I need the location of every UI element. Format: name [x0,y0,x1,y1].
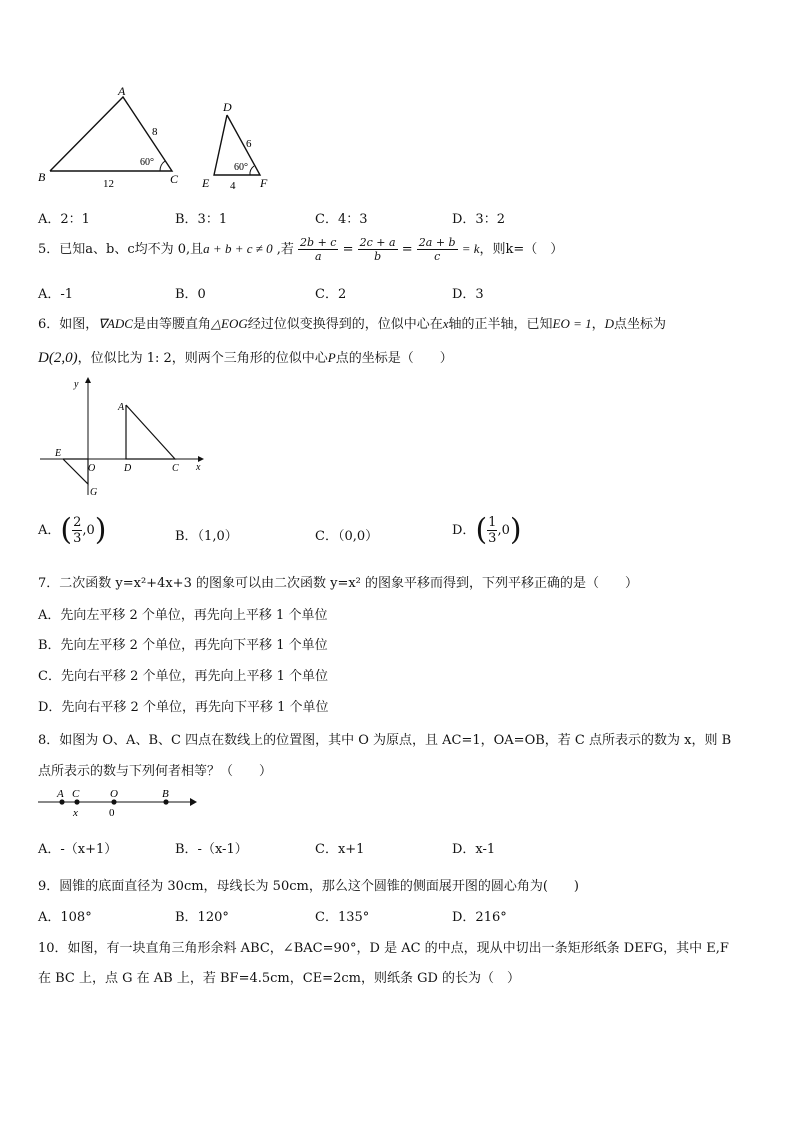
q5-condition: a + b + c ≠ 0 [203,241,273,256]
label-a: A [118,85,126,98]
q6-triangle-eog-shape [63,459,88,484]
q6-label-o: O [88,463,96,474]
q5-fraction-1-num: 2b + c [300,236,337,249]
q8-label-x: x [73,807,78,819]
q5-option-b[interactable]: B．0 [175,287,206,302]
q9-option-b[interactable]: B．120° [175,910,229,925]
q5-option-a[interactable]: A．-1 [38,287,74,302]
q9-option-c[interactable]: C．135° [315,910,370,925]
q4-option-a[interactable]: A．2：1 [38,212,90,227]
q8-point-b [163,799,168,804]
side-bc-length: 12 [103,178,114,190]
q6-triangle-adc: ∇ADC [98,316,133,331]
q6-triangle-adc-shape [126,405,175,459]
q9-stem: 9．圆锥的底面直径为 30cm，母线长为 50cm，那么这个圆锥的侧面展开图的圆心角为( ) [38,879,579,894]
q6-p-var: P [327,350,336,365]
q6-text-d: 轴的正半轴，已知 [448,317,553,332]
q8-point-c [74,799,79,804]
q6-text-h: 点的坐标是（ ） [335,351,453,366]
q6-option-d-num: 1 [488,515,497,530]
q7-option-b[interactable]: B．先向左平移 2 个单位，再先向下平移 1 个单位 [38,638,328,653]
q8-label-a: A [57,788,64,800]
angle-c-arc [160,161,165,171]
q8-stem-line-2: 点所表示的数与下列何者相等？（ ） [38,764,273,779]
q8-option-b[interactable]: B．-（x-1） [175,842,248,857]
q9-option-a[interactable]: A．108° [38,910,92,925]
q6-text-e: ， [591,317,605,332]
q8-stem-line-1: 8．如图为 O、A、B、C 四点在数线上的位置图，其中 O 为原点，且 AC=1，OA=OB，若 C 点所表示的数为 x，则 B [38,733,732,748]
q8-option-d[interactable]: D．x-1 [452,842,496,857]
q6-stem-line-1 [38,313,666,332]
q5-fraction-3-num: 2a + b [418,236,456,249]
q6-label-c: C [172,463,179,474]
q10-stem-line-2: 在 BC 上，点 G 在 AB 上，若 BF=4.5cm，CE=2cm，则纸条 GD 的长为（ ） [38,971,521,986]
q6-option-c[interactable]: C．（0,0） [315,529,379,544]
q6-option-a-fraction [72,515,82,546]
q6-y-arrow [85,377,91,383]
q5-fraction-2 [358,236,398,263]
q5-fraction-1 [298,236,338,263]
q6-coordinate-figure [38,373,218,501]
q6-text-b: 是由等腰直角 [132,317,211,332]
q5-fraction-3-den: c [434,250,441,263]
side-ac-length: 8 [152,126,158,138]
q7-option-c[interactable]: C．先向右平移 2 个单位，再先向上平移 1 个单位 [38,669,329,684]
q5-fraction-3 [417,236,458,263]
q8-label-o: O [110,788,118,800]
angle-c-value: 60° [140,157,154,168]
q6-option-d-tail: ,0 [497,523,510,538]
q6-label-d: D [124,463,132,474]
triangles-figure [30,85,290,195]
q4-option-b[interactable]: B．3：1 [175,212,228,227]
q5-option-c[interactable]: C．2 [315,287,347,302]
q5-fraction-2-num: 2c + a [359,236,396,249]
q5-prefix: 5．已知a、b、c均不为 0,且 [38,242,204,257]
q8-option-a[interactable]: A．-（x+1） [38,842,118,857]
q6-d-coords: D(2,0) [38,350,78,366]
q5-eq-k: = k [461,241,480,256]
q7-stem: 7．二次函数 y=x²+4x+3 的图象可以由二次函数 y=x² 的图象平移而得到，下列平移正确的是（ ） [38,576,639,591]
q9-option-d[interactable]: D．216° [452,910,507,925]
q5-fraction-2-den: b [374,250,382,263]
q6-label-x: x [196,462,201,473]
q4-option-c[interactable]: C．4：3 [315,212,368,227]
q6-label-y: y [74,379,79,390]
label-c: C [170,172,179,186]
q6-label-a: A [118,402,125,413]
q6-option-a-den: 3 [73,531,82,546]
q6-x-var: x [442,316,449,331]
q5-stem: 5．已知a、b、c均不为 0,且a + b + c ≠ 0 ,若 $\frac{2b + c}{a}$ = $\frac{2c + a}{b}$ = $\frac{2a + b}{c}$ = k，则k=（ ） [38,236,564,263]
q6-option-a-label: A． [38,523,61,538]
q6-triangle-eog: △EOG [211,316,248,331]
q5-mid: ,若 [272,242,294,257]
q8-number-line-arrow [190,798,197,806]
q7-option-a[interactable]: A．先向左平移 2 个单位，再先向上平移 1 个单位 [38,608,328,623]
label-d: D [223,100,232,114]
q6-d-var: D [604,316,615,331]
q8-point-a [59,799,64,804]
q5-fraction-1-den: a [314,250,322,263]
q10-stem-line-1: 10．如图，有一块直角三角形余料 ABC，∠BAC=90°，D 是 AC 的中点，现从中切出一条矩形纸条 DEFG，其中 E,F [38,941,729,956]
q6-option-d[interactable]: D．( $\frac{1}{3}$ ,0) [452,512,522,548]
q6-stem-line-2 [38,347,453,367]
q6-eo-eq: EO = 1 [552,316,592,331]
q7-option-d[interactable]: D．先向右平移 2 个单位，再先向下平移 1 个单位 [38,700,329,715]
side-ef-length: 4 [230,180,236,192]
q6-text-g: ，位似比为 1: 2，则两个三角形的位似中心 [77,351,328,366]
q6-option-d-fraction [487,515,497,546]
q8-label-b: B [162,788,169,800]
angle-f-value: 60° [234,162,248,173]
q6-option-a-num: 2 [73,515,82,530]
label-b: B [38,170,46,184]
q5-suffix: ，则k=（ ） [479,242,564,257]
q8-point-o [111,799,116,804]
q6-option-d-label: D． [452,523,476,538]
q8-label-zero: 0 [109,807,115,819]
q6-option-a[interactable]: A．( $\frac{2}{3}$ ,0) [38,512,107,548]
label-e: E [202,176,210,190]
q6-option-b[interactable]: B．（1,0） [175,529,238,544]
label-f: F [260,176,268,190]
q6-text-f: 点坐标为 [614,317,667,332]
q6-text-c: 经过位似变换得到的，位似中心在 [247,317,443,332]
side-df-length: 6 [246,138,252,150]
q6-option-d-den: 3 [488,531,497,546]
q8-label-c: C [72,788,80,800]
q6-label-e: E [55,448,62,459]
q6-option-a-tail: ,0 [82,523,95,538]
angle-f-arc [250,166,254,175]
q8-option-c[interactable]: C．x+1 [315,842,365,857]
q8-number-line-figure [36,785,206,821]
q6-label-g: G [90,487,98,498]
q6-text-a: 6．如图， [38,317,99,332]
q4-option-d[interactable]: D．3：2 [452,212,505,227]
q5-option-d[interactable]: D．3 [452,287,484,302]
